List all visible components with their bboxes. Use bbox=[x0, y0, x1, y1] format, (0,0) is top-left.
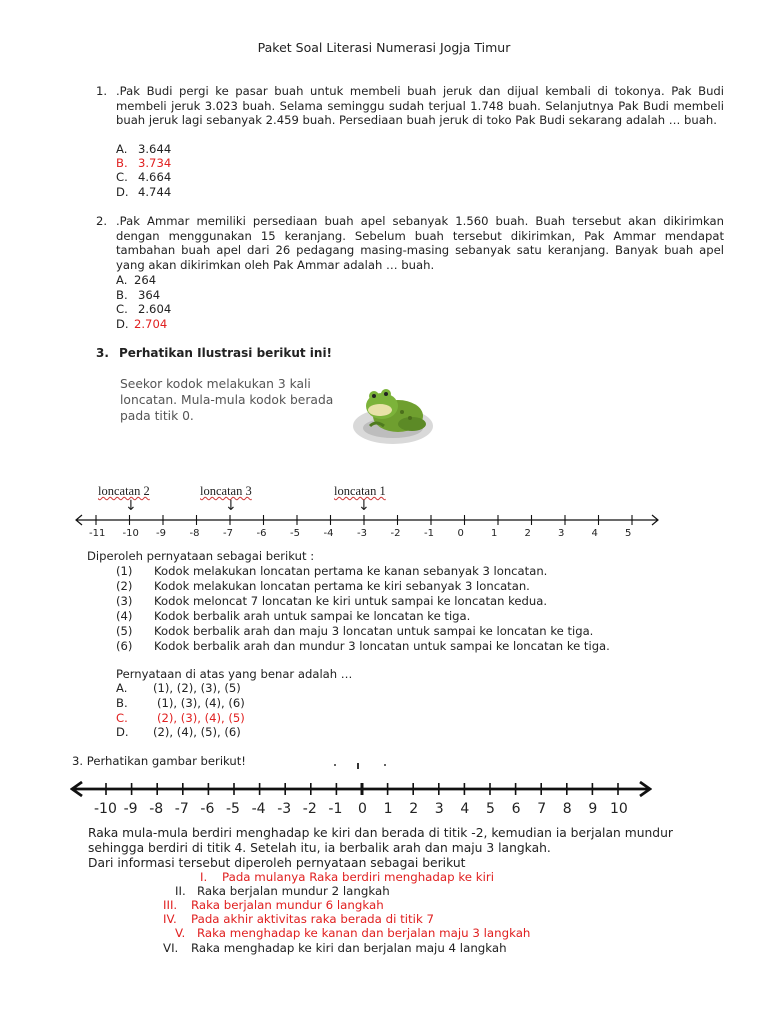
statements-intro: Diperoleh pernyataan sebagai berikut : bbox=[87, 549, 315, 563]
statement-4: (4) Kodok berbalik arah untuk sampai ke loncatan ke tiga. bbox=[116, 609, 471, 623]
number-line-label: 10 bbox=[610, 801, 628, 817]
q4-statement-4: IV. Pada akhir aktivitas raka berada di titik 7 bbox=[163, 912, 435, 926]
number-line-label: -2 bbox=[302, 801, 317, 817]
number-line-label: -7 bbox=[223, 528, 233, 539]
q3-option-c: C. (2), (3), (4), (5) bbox=[116, 711, 245, 725]
q4-statement-2: II. Raka berjalan mundur 2 langkah bbox=[175, 884, 390, 898]
question-2-number: 2. bbox=[96, 214, 108, 228]
number-line-label: -5 bbox=[226, 801, 240, 817]
q2-option-d: D. 2.704 bbox=[116, 317, 168, 331]
jump-label-2: loncatan 2 bbox=[98, 484, 150, 498]
number-line-label: 9 bbox=[588, 801, 598, 817]
number-line-label: -7 bbox=[174, 801, 189, 817]
statement-2: (2) Kodok melakukan loncatan pertama ke kiri sebanyak 3 loncatan. bbox=[116, 579, 530, 593]
number-line-label: -1 bbox=[424, 528, 434, 539]
number-line-label: -9 bbox=[156, 528, 166, 539]
jump-label-3: loncatan 3 bbox=[200, 484, 252, 498]
number-line-label: 1 bbox=[491, 528, 498, 539]
number-line-label: -11 bbox=[89, 528, 106, 539]
number-line-label: -6 bbox=[200, 801, 215, 817]
number-line-label: 0 bbox=[457, 528, 464, 539]
q4-statement-1: I. Pada mulanya Raka berdiri menghadap ke kiri bbox=[200, 870, 495, 884]
page-title: Paket Soal Literasi Numerasi Jogja Timur bbox=[257, 40, 511, 55]
number-line-label: 1 bbox=[383, 801, 393, 817]
illustration-text: Seekor kodok melakukan 3 kali loncatan. Mula-mula kodok berada pada titik 0. bbox=[120, 377, 334, 423]
q4-statement-5: V. Raka menghadap ke kanan dan berjalan maju 3 langkah bbox=[175, 926, 531, 940]
q4-text: Raka mula-mula berdiri menghadap ke kiri dan berada di titik -2, kemudian ia berjalan mundur sehingga berdiri di titik 4. Setelah itu, ia berbalik arah dan maju 3 langkah. bbox=[88, 826, 673, 855]
statement-3: (3) Kodok meloncat 7 loncatan ke kiri untuk sampai ke loncatan kedua. bbox=[116, 594, 548, 608]
raka-number-line bbox=[70, 780, 652, 798]
question-3-number: 3. bbox=[96, 346, 109, 360]
number-line-label: 2 bbox=[409, 801, 419, 817]
statement-5: (5) Kodok berbalik arah dan maju 3 loncatan untuk sampai ke loncatan ke tiga. bbox=[116, 624, 594, 638]
q3-question: Pernyataan di atas yang benar adalah … bbox=[116, 667, 353, 681]
arrow-down-icon: ↓ bbox=[358, 498, 370, 514]
number-line-label: -2 bbox=[390, 528, 401, 539]
number-line-label: 3 bbox=[558, 528, 565, 539]
arrow-down-icon: ↓ bbox=[225, 498, 237, 514]
number-line-label: 6 bbox=[511, 801, 521, 817]
question-4-heading: 3. Perhatikan gambar berikut! bbox=[72, 754, 246, 768]
q2-option-c: C. 2.604 bbox=[116, 302, 172, 316]
number-line-label: -6 bbox=[256, 528, 267, 539]
number-line-label: 7 bbox=[537, 801, 547, 817]
number-line-label: 4 bbox=[460, 801, 470, 817]
q1-option-d: D. 4.744 bbox=[116, 185, 172, 199]
question-3-heading: Perhatikan Ilustrasi berikut ini! bbox=[119, 346, 333, 360]
number-line-label: -4 bbox=[251, 801, 266, 817]
statement-6: (6) Kodok berbalik arah dan mundur 3 loncatan untuk sampai ke loncatan ke tiga. bbox=[116, 639, 610, 653]
number-line-label: -5 bbox=[290, 528, 300, 539]
number-line-label: 4 bbox=[591, 528, 598, 539]
number-line-label: 2 bbox=[524, 528, 531, 539]
q2-option-b: B. 364 bbox=[116, 288, 161, 302]
number-line-label: -1 bbox=[328, 801, 343, 817]
q4-intro: Dari informasi tersebut diperoleh pernyataan sebagai berikut bbox=[88, 856, 466, 870]
q1-option-c: C. 4.664 bbox=[116, 170, 172, 184]
number-line-label: 3 bbox=[434, 801, 444, 817]
number-line-label: 5 bbox=[625, 528, 632, 539]
number-line-label: 0 bbox=[358, 801, 367, 817]
q1-option-a: A. 3.644 bbox=[116, 142, 172, 156]
q3-option-a: A. (1), (2), (3), (5) bbox=[116, 681, 241, 695]
number-line-label: -8 bbox=[149, 801, 164, 817]
number-line-label: -9 bbox=[123, 801, 138, 817]
q2-option-a: A. 264 bbox=[116, 273, 157, 287]
number-line-label: 5 bbox=[486, 801, 495, 817]
q4-statement-6: VI. Raka menghadap ke kiri dan berjalan maju 4 langkah bbox=[163, 941, 507, 955]
jump-label-1: loncatan 1 bbox=[334, 484, 386, 498]
question-1-number: 1. bbox=[96, 84, 108, 98]
q3-option-b: B. (1), (3), (4), (6) bbox=[116, 696, 245, 710]
number-line-label: -3 bbox=[357, 528, 367, 539]
marks-above-line bbox=[334, 762, 390, 770]
number-line-label: -8 bbox=[189, 528, 200, 539]
number-line-label: -10 bbox=[122, 528, 139, 539]
frog-illustration bbox=[352, 376, 434, 448]
question-2-text: .Pak Ammar memiliki persediaan buah apel sebanyak 1.560 buah. Buah tersebut akan dikirimkan dengan menggunakan 15 keranjang. Sebelum buah tersebut dikirimkan, Pak Ammar mendapat tambahan buah apel dari 26 pedagang masing-masing sebanyak satu keranjang. Banyak buah apel yang akan dikirimkan oleh Pak Ammar adalah … buah. bbox=[116, 214, 724, 272]
q1-option-b: B. 3.734 bbox=[116, 156, 172, 170]
q4-statement-3: III. Raka berjalan mundur 6 langkah bbox=[163, 898, 384, 912]
number-line-label: 8 bbox=[562, 801, 572, 817]
q3-option-d: D. (2), (4), (5), (6) bbox=[116, 725, 241, 739]
statement-1: (1) Kodok melakukan loncatan pertama ke kanan sebanyak 3 loncatan. bbox=[116, 564, 548, 578]
question-1-text: .Pak Budi pergi ke pasar buah untuk membeli buah jeruk dan dijual kembali di tokonya. Pak Budi membeli jeruk 3.023 buah. Selama seminggu sudah terjual 1.748 buah. Selanjutnya Pak Budi membeli buah jeruk lagi sebanyak 2.459 buah. Persediaan buah jeruk di toko Pak Budi sekarang adalah … buah. bbox=[116, 84, 724, 128]
arrow-down-icon: ↓ bbox=[125, 498, 137, 514]
number-line-label: -10 bbox=[94, 801, 117, 817]
number-line-label: -3 bbox=[277, 801, 292, 817]
number-line-label: -4 bbox=[323, 528, 334, 539]
